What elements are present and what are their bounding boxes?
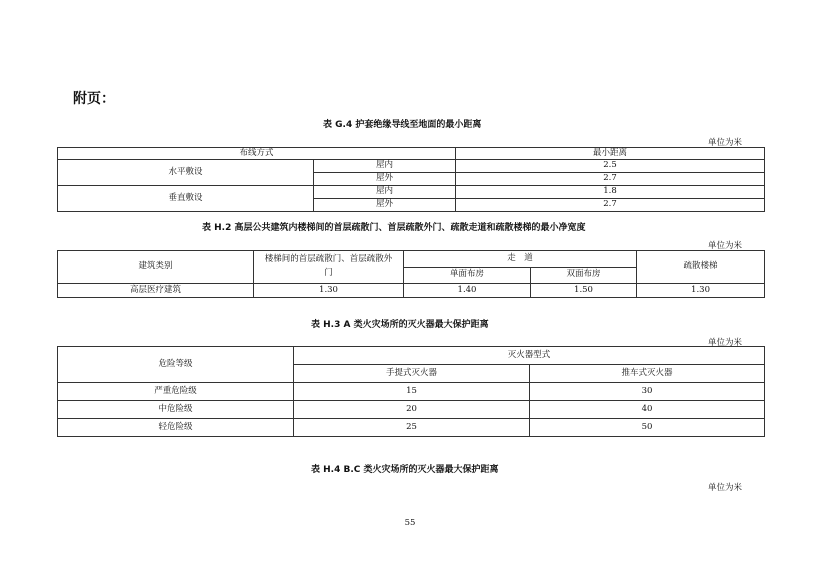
page-heading: 附页： <box>73 91 115 107</box>
double-cell: 1.50 <box>531 284 637 298</box>
table-h2-caption: 表 H.2 高层公共建筑内楼梯间的首层疏散门、首层疏散外门、疏散走道和疏散楼梯的最小净宽度 <box>202 223 586 233</box>
wheeled-cell: 30 <box>530 383 765 401</box>
table-h2-unit: 单位为米 <box>708 241 743 251</box>
table-row <box>58 419 765 437</box>
portable-cell: 25 <box>294 419 530 437</box>
table-h4-caption: 表 H.4 B.C 类火灾场所的灭火器最大保护距离 <box>311 465 499 475</box>
header-method: 布线方式 <box>58 148 456 160</box>
table-row <box>58 160 765 173</box>
portable-cell: 20 <box>294 401 530 419</box>
table-h2 <box>57 250 765 298</box>
location-cell: 屋内 <box>314 160 456 173</box>
table-row <box>58 284 765 298</box>
header-hazard: 危险等级 <box>58 347 294 383</box>
table-h3-unit: 单位为米 <box>708 338 743 348</box>
table-row <box>58 401 765 419</box>
header-wheeled: 推车式灭火器 <box>530 365 765 383</box>
header-single-side: 单面布房 <box>404 267 531 284</box>
location-cell: 屋外 <box>314 173 456 186</box>
table-h3-caption: 表 H.3 A 类火灾场所的灭火器最大保护距离 <box>311 320 489 330</box>
single-cell: 1.40 <box>404 284 531 298</box>
group-cell: 水平敷设 <box>58 160 314 186</box>
value-cell: 2.7 <box>456 199 765 212</box>
header-stair-door-line2: 门 <box>324 268 333 278</box>
table-h4-unit: 单位为米 <box>708 483 743 493</box>
level-cell: 严重危险级 <box>58 383 294 401</box>
header-double-side: 双面布房 <box>531 267 637 284</box>
table-h3 <box>57 346 765 437</box>
header-type: 灭火器型式 <box>294 347 765 365</box>
value-cell: 2.7 <box>456 173 765 186</box>
level-cell: 中危险级 <box>58 401 294 419</box>
location-cell: 屋外 <box>314 199 456 212</box>
value-cell: 2.5 <box>456 160 765 173</box>
location-cell: 屋内 <box>314 186 456 199</box>
value-cell: 1.8 <box>456 186 765 199</box>
page-number: 55 <box>404 518 416 528</box>
table-g4-caption: 表 G.4 护套绝缘导线至地面的最小距离 <box>323 120 482 130</box>
header-min-distance: 最小距离 <box>456 148 765 160</box>
stairs-cell: 1.30 <box>637 284 765 298</box>
header-stairs: 疏散楼梯 <box>637 251 765 284</box>
wheeled-cell: 50 <box>530 419 765 437</box>
door-cell: 1.30 <box>254 284 404 298</box>
table-g4-unit: 单位为米 <box>708 138 743 148</box>
header-portable: 手提式灭火器 <box>294 365 530 383</box>
group-cell: 垂直敷设 <box>58 186 314 212</box>
type-cell: 高层医疗建筑 <box>58 284 254 298</box>
header-stair-door-line1: 楼梯间的首层疏散门、首层疏散外 <box>264 254 393 265</box>
portable-cell: 15 <box>294 383 530 401</box>
level-cell: 轻危险级 <box>58 419 294 437</box>
header-building-type: 建筑类别 <box>58 251 254 284</box>
table-row <box>58 186 765 199</box>
table-g4 <box>57 147 765 212</box>
table-row <box>58 383 765 401</box>
wheeled-cell: 40 <box>530 401 765 419</box>
header-corridor: 走 道 <box>404 251 637 268</box>
header-stair-door <box>254 251 404 284</box>
